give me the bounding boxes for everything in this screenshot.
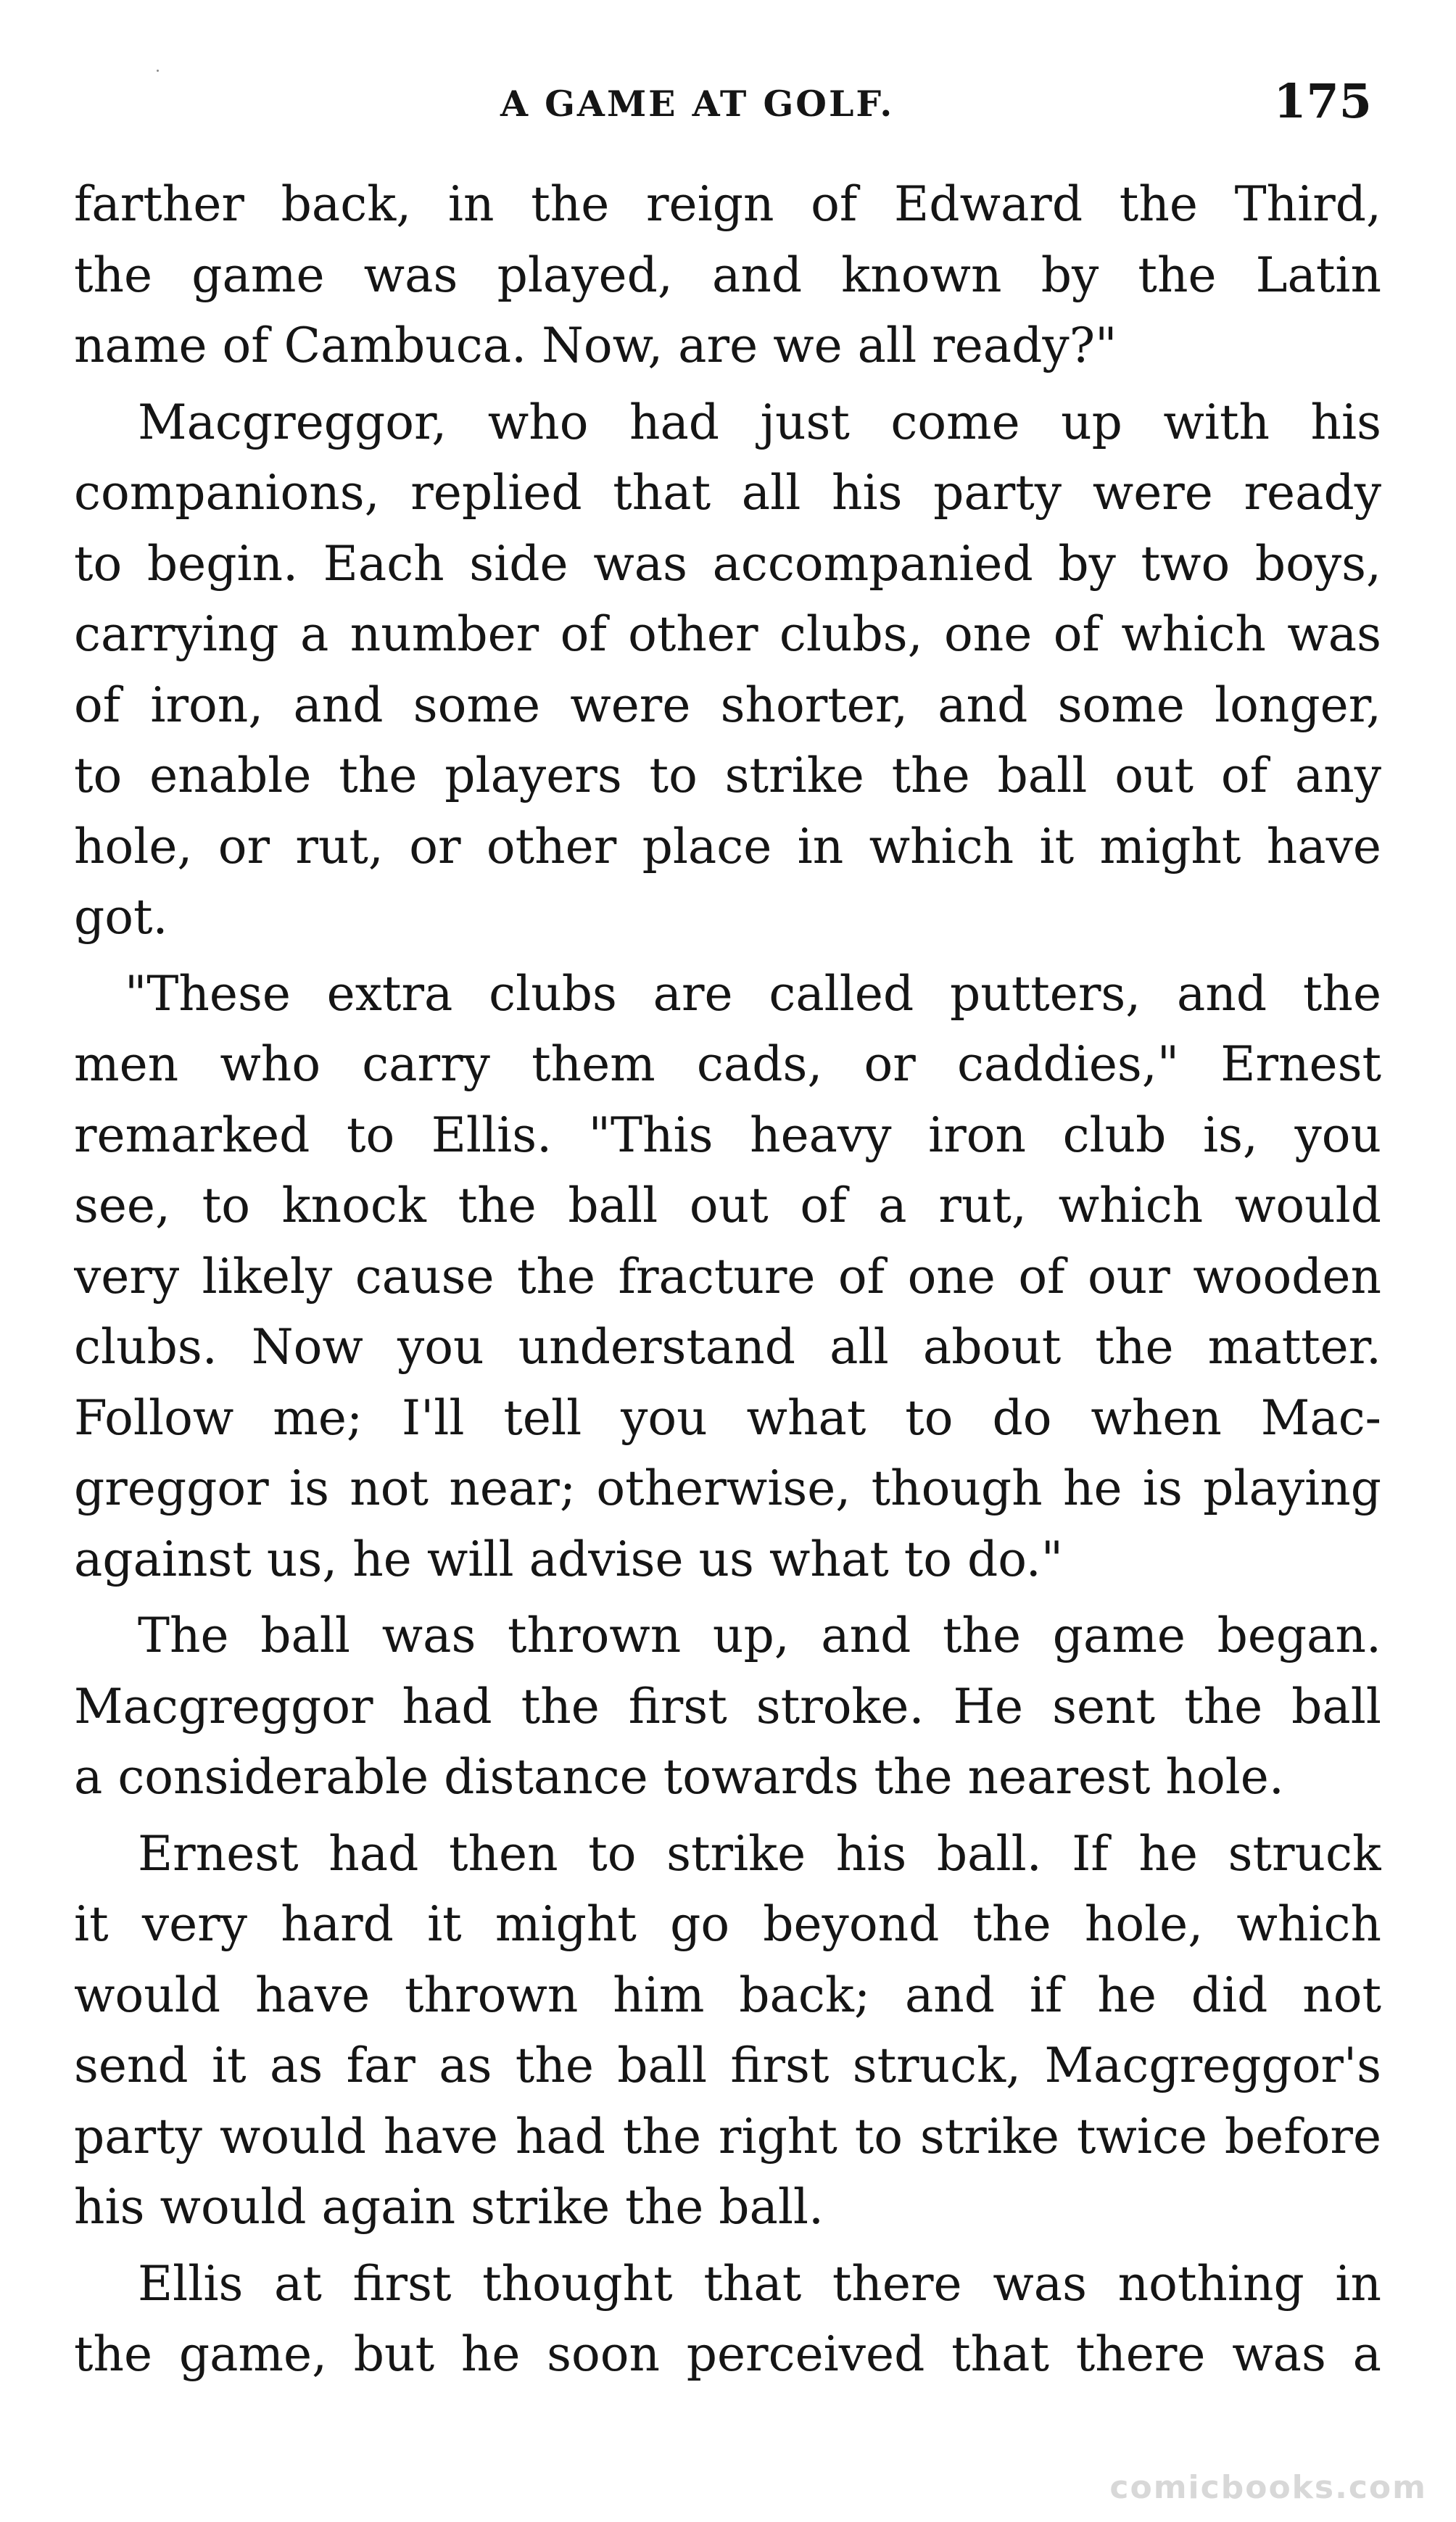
paragraph <box>74 169 1381 381</box>
page-number: 175 <box>1273 74 1372 129</box>
text-line: the game was played, and known by the Latin <box>74 247 1381 303</box>
page-header <box>0 75 1456 133</box>
paragraph <box>74 1600 1381 1813</box>
text-line: to begin. Each side was accompanied by two boys, <box>74 535 1381 592</box>
text-line: companions, replied that all his party were ready <box>74 465 1381 521</box>
text-line: Ellis at first thought that there was nothing in <box>138 2255 1381 2312</box>
text-line: Macgreggor, who had just come up with his <box>138 394 1381 450</box>
text-line: the game, but he soon perceived that there was a <box>74 2326 1381 2382</box>
text-line: Follow me; I'll tell you what to do when Mac- <box>74 1389 1381 1446</box>
body-text <box>74 169 1381 2390</box>
text-line: see, to knock the ball out of a rut, which would <box>74 1178 1381 1233</box>
text-line: got. <box>74 889 168 945</box>
text-line: Macgreggor had the first stroke. He sent the ball <box>74 1678 1381 1735</box>
text-line: to enable the players to strike the ball out of any <box>74 748 1381 803</box>
text-line: very likely cause the fracture of one of our wooden <box>74 1248 1381 1305</box>
text-line: "These extra clubs are called putters, and the <box>125 965 1381 1022</box>
text-line: Ernest had then to strike his ball. If he struck <box>138 1825 1381 1882</box>
text-line: clubs. Now you understand all about the matter. <box>74 1319 1381 1375</box>
print-speck <box>157 70 159 72</box>
text-line: farther back, in the reign of Edward the Third, <box>74 176 1381 232</box>
text-line: would have thrown him back; and if he did not <box>74 1967 1381 2023</box>
text-line: a considerable distance towards the nearest hole. <box>74 1749 1284 1805</box>
text-line: his would again strike the ball. <box>74 2179 824 2235</box>
text-line: remarked to Ellis. "This heavy iron club is, you <box>74 1107 1381 1163</box>
text-line: carrying a number of other clubs, one of which was <box>74 606 1381 662</box>
text-line: greggor is not near; otherwise, though he is playing <box>74 1460 1381 1516</box>
text-line: send it as far as the ball first struck, Macgreggor's <box>74 2038 1381 2093</box>
running-head: A GAME AT GOLF. <box>500 83 895 125</box>
text-line: party would have had the right to strike twice before <box>74 2108 1381 2165</box>
text-line: it very hard it might go beyond the hole, which <box>74 1896 1381 1952</box>
text-line: hole, or rut, or other place in which it might have <box>74 818 1381 875</box>
paragraph <box>74 959 1381 1595</box>
paragraph <box>74 387 1381 953</box>
text-line: men who carry them cads, or caddies," Ernest <box>74 1036 1381 1092</box>
watermark: comicbooks.com <box>1109 2469 1427 2506</box>
paragraph <box>74 1819 1381 2243</box>
text-line: name of Cambuca. Now, are we all ready?" <box>74 318 1117 373</box>
text-line: The ball was thrown up, and the game began. <box>138 1608 1381 1663</box>
text-line: against us, he will advise us what to do." <box>74 1531 1064 1587</box>
text-line: of iron, and some were shorter, and some longer, <box>74 677 1381 733</box>
paragraph <box>74 2249 1381 2390</box>
